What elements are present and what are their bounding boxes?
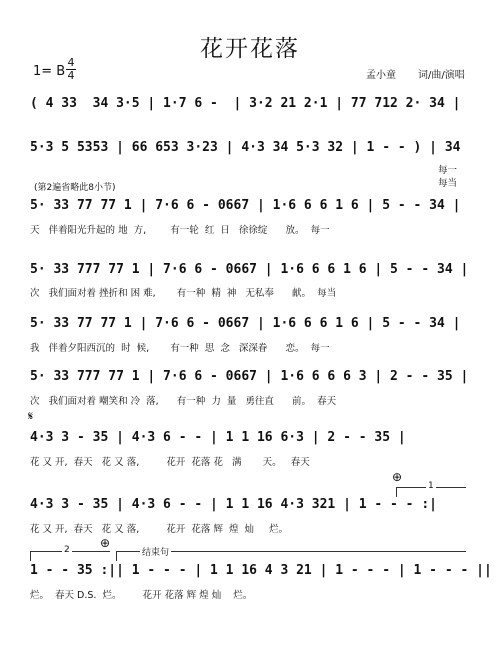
ending-section-label: 结束句	[140, 545, 171, 558]
meter-bottom: 4	[67, 69, 75, 82]
lyric-line-3: 我 伴着夕阳西沉的 时 候, 有一种 思 念 深深眷 恋。 每一	[30, 343, 330, 354]
music-line-6: 5· 33 777 77 1 | 7·6 6 - 0667 | 1·6 6 6 6 3 | 2 - - 35 |	[30, 369, 469, 384]
music-line-2: 5·3 5 5353 | 66 653 3·23 | 4·3 34 5·3 32 | 1 - - ) | 34	[30, 140, 461, 155]
time-signature	[66, 58, 76, 81]
music-line-3: 5· 33 77 77 1 | 7·6 6 - 0667 | 1·6 6 6 1 6 | 5 - - 34 |	[30, 198, 461, 213]
music-line-4: 5· 33 777 77 1 | 7·6 6 - 0667 | 1·6 6 6 1 6 | 5 - - 34 |	[30, 262, 469, 277]
music-line-8: 4·3 3 - 35 | 4·3 6 - - | 1 1 16 4·3 321 | 1 - - - :|	[30, 497, 437, 512]
credit-roles: 词/曲/演唱	[418, 70, 465, 81]
second-ending-label: 2	[64, 545, 70, 555]
repeat-note: (第2遍省略此8小节)	[34, 183, 116, 193]
second-ending-bracket-edge	[30, 551, 31, 561]
side-lyric-2: 每当	[438, 178, 458, 189]
first-ending-bracket-edge	[396, 487, 397, 497]
lyric-line-6: 花 又 开, 春天 花 又 落, 花开 花落 辉 煌 灿 烂。	[30, 524, 289, 535]
lyric-line-1: 天 伴着阳光升起的 地 方, 有一轮 红 日 徐徐绽 放。 每一	[30, 225, 330, 236]
music-line-7: 4·3 3 - 35 | 4·3 6 - - | 1 1 16 6·3 | 2 - - 35 |	[30, 430, 406, 445]
music-line-9: 1 - - 35 :|| 1 - - - | 1 1 16 4 3 21 | 1 - - - | 1 - - - ||	[30, 563, 492, 578]
first-ending-label: 1	[428, 481, 434, 491]
ending-section-bracket-edge	[116, 551, 117, 561]
lyric-line-7: 烂。 春天 D.S. 烂。 花开 花落 辉 煌 灿 烂。	[30, 590, 253, 601]
lyric-line-2: 次 我们面对着 挫折和 困 难, 有一种 精 神 无私奉 献。 每当	[30, 288, 337, 299]
song-title: 花开花落	[200, 36, 300, 62]
side-lyric-1: 每一	[438, 165, 458, 176]
performer-name: 孟小童	[366, 70, 396, 81]
coda-symbol-2: ⊕	[100, 536, 111, 550]
lyric-line-4: 次 我们面对着 嘲笑和 冷 落, 有一种 力 量 勇往直 前。 春天	[30, 396, 337, 407]
coda-symbol-1: ⊕	[392, 470, 403, 484]
music-line-5: 5· 33 77 77 1 | 7·6 6 - 0667 | 1·6 6 6 1 6 | 5 - - 34 |	[30, 316, 461, 331]
music-line-1: ( 4 33 34 3·5 | 1·7 6 - | 3·2 21 2·1 | 77 712 2· 34 |	[30, 96, 461, 111]
segno-symbol: 𝄋	[28, 409, 34, 423]
lyric-line-5: 花 又 开, 春天 花 又 落, 花开 花落 花 满 天。 春天	[30, 457, 310, 468]
key-signature: 1= B	[33, 64, 66, 79]
meter-top: 4	[67, 56, 75, 69]
